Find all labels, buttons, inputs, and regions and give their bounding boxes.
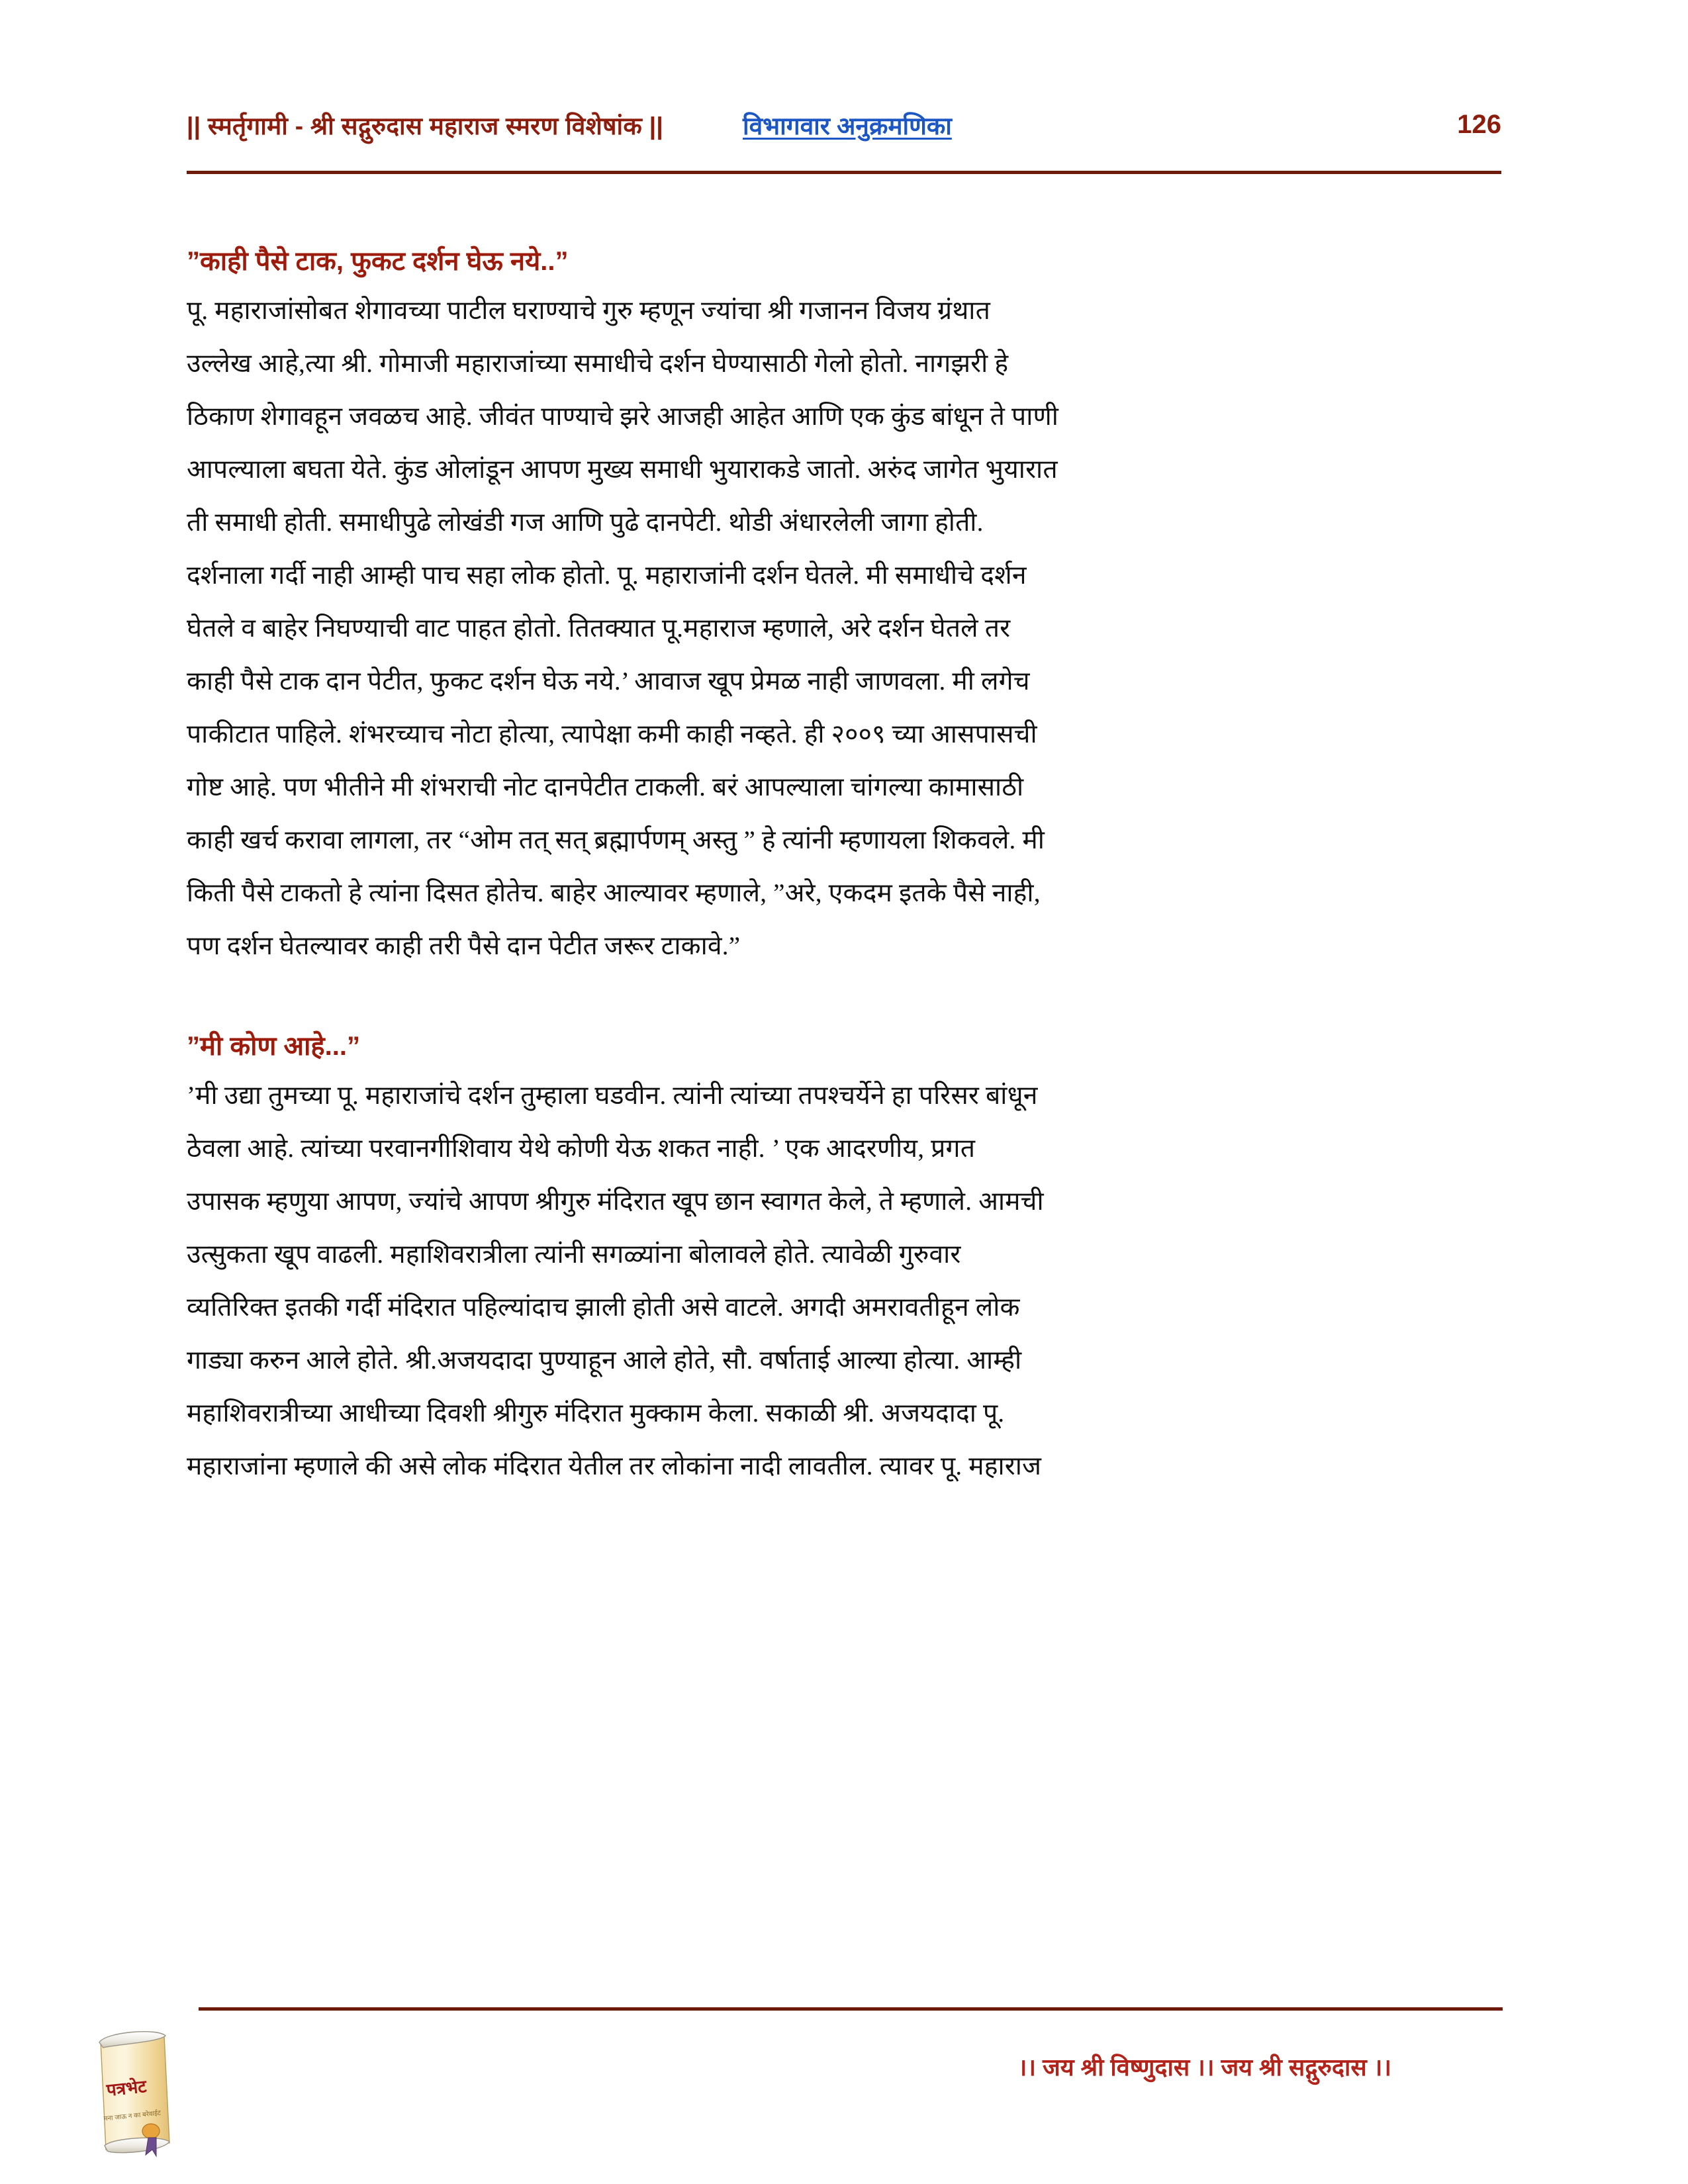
paragraph-line: गाड्या करुन आले होते. श्री.अजयदादा पुण्याहून आले होते, सौ. वर्षाताई आल्या होत्या. आम्ही	[187, 1346, 1022, 1375]
paragraph-line: किती पैसे टाकतो हे त्यांना दिसत होतेच. बाहेर आल्यावर म्हणाले, ”अरे, एकदम इतके पैसे नाही,	[187, 879, 1041, 907]
patrabhet-scroll-logo	[86, 2025, 192, 2158]
publication-title: || स्मर्तृगामी - श्री सद्गुरुदास महाराज स्मरण विशेषांक ||	[187, 112, 664, 140]
page-content	[187, 245, 1504, 1493]
paragraph-line: उल्लेख आहे,त्या श्री. गोमाजी महाराजांच्या समाधीचे दर्शन घेण्यासाठी गेलो होतो. नागझरी हे	[187, 349, 1009, 378]
paragraph-line: ती समाधी होती. समाधीपुढे लोखंडी गज आणि पुढे दानपेटी. थोडी अंधारलेली जागा होती.	[187, 508, 984, 537]
paragraph-line: घेतले व बाहेर निघण्याची वाट पाहत होतो. तितक्यात पू.महाराज म्हणाले, अरे दर्शन घेतले तर	[187, 614, 1011, 643]
paragraph-line: व्यतिरिक्त इतकी गर्दी मंदिरात पहिल्यांदाच झाली होती असे वाटले. अगदी अमरावतीहून लोक	[187, 1293, 1020, 1322]
article-section-1	[187, 245, 1504, 973]
page-footer	[66, 2012, 1509, 2164]
header-divider	[187, 171, 1501, 174]
paragraph-line: काही खर्च करावा लागला, तर “ओम तत् सत् ब्रह्मार्पणम् अस्तु ” हे त्यांनी म्हणायला शिकवले. मी	[187, 826, 1045, 854]
paragraph-line: महाशिवरात्रीच्या आधीच्या दिवशी श्रीगुरु मंदिरात मुक्काम केला. सकाळी श्री. अजयदादा पू.	[187, 1399, 1005, 1428]
page-number: 126	[1457, 109, 1501, 139]
paragraph-line: गोष्ट आहे. पण भीतीने मी शंभराची नोट दानपेटीत टाकली. बरं आपल्याला चांगल्या कामासाठी	[187, 773, 1024, 801]
paragraph-line: काही पैसे टाक दान पेटीत, फुकट दर्शन घेऊ नये.’ आवाज खूप प्रेमळ नाही जाणवला. मी लगेच	[187, 667, 1030, 696]
svg-text:पत्रभेट: पत्रभेट	[105, 2075, 148, 2101]
paragraph-line: दर्शनाला गर्दी नाही आम्ही पाच सहा लोक होतो. पू. महाराजांनी दर्शन घेतले. मी समाधीचे दर्शन	[187, 561, 1027, 590]
paragraph-line: आपल्याला बघता येते. कुंड ओलांडून आपण मुख्य समाधी भुयाराकडे जातो. अरुंद जागेत भुयारात	[187, 455, 1058, 484]
paragraph-line: ठेवला आहे. त्यांच्या परवानगीशिवाय येथे कोणी येऊ शकत नाही. ’ एक आदरणीय, प्रगत	[187, 1134, 976, 1163]
paragraph-line: उत्सुकता खूप वाढली. महाशिवरात्रीला त्यांनी सगळ्यांना बोलावले होते. त्यावेळी गुरुवार	[187, 1240, 961, 1269]
paragraph-line: महाराजांना म्हणाले की असे लोक मंदिरात येतील तर लोकांना नादी लावतील. त्यावर पू. महाराज	[187, 1452, 1042, 1480]
footer-mantra: ।। जय श्री विष्णुदास ।। जय श्री सद्गुरुदास ।।	[1017, 2054, 1391, 2081]
article-section-2	[187, 1030, 1504, 1493]
paragraph-line: पू. महाराजांसोबत शेगावच्या पाटील घराण्याचे गुरु म्हणून ज्यांचा श्री गजानन विजय ग्रंथात	[187, 296, 991, 325]
footer-divider	[199, 2007, 1503, 2011]
section-index-link[interactable]: विभागवार अनुक्रमणिका	[743, 112, 952, 140]
page-header	[187, 93, 1501, 156]
paragraph-line: पाकीटात पाहिले. शंभरच्याच नोटा होत्या, त्यापेक्षा कमी काही नव्हते. ही २००९ च्या आसपासची	[187, 720, 1037, 749]
paragraph-line: ’मी उद्या तुमच्या पू. महाराजांचे दर्शन तुम्हाला घडवीन. त्यांनी त्यांच्या तपश्चर्येने हा परिसर बांधून	[187, 1081, 1038, 1110]
section-heading-2: ”मी कोण आहे...”	[187, 1032, 360, 1061]
paragraph-line: उपासक म्हणुया आपण, ज्यांचे आपण श्रीगुरु मंदिरात खूप छान स्वागत केले, ते म्हणाले. आमची	[187, 1187, 1044, 1216]
section-spacer	[187, 973, 1504, 1030]
paragraph-line: ठिकाण शेगावहून जवळच आहे. जीवंत पाण्याचे झरे आजही आहेत आणि एक कुंड बांधून ते पाणी	[187, 402, 1058, 431]
svg-text:मना जाऊ न का बरेवाईट: मना जाऊ न का बरेवाईट	[103, 2109, 162, 2123]
section-heading-1: ”काही पैसे टाक, फुकट दर्शन घेऊ नये..”	[187, 247, 569, 276]
paragraph-line: पण दर्शन घेतल्यावर काही तरी पैसे दान पेटीत जरूर टाकावे.”	[187, 932, 741, 960]
